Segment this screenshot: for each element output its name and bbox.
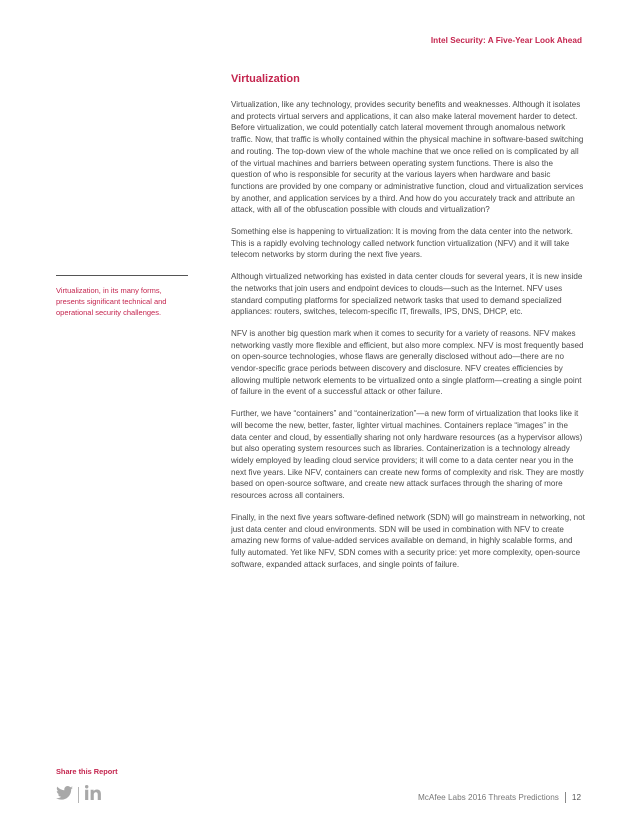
paragraph: NFV is another big question mark when it comes to security for a variety of reasons. NFV makes networking vastly more flexible and efficient, but also more complex. NFV is most frequently based on open-source technologies, whose flaws are generally disclosed without ado—there are no vendor-specific grace periods between discovery and disclosure. NFV creates efficiencies by allowing multiple network elements to be virtualized onto a single platform—creating a single point of failure in the event of a successful attack or other failure. (231, 328, 584, 397)
twitter-icon[interactable] (56, 786, 73, 805)
paragraph: Virtualization, like any technology, provides security benefits and weaknesses. Although it isolates and protects virtual servers and applications, it can also make lateral movement harder to detect. Before virtualization, we could potentially catch lateral movement through anomalous network traffic. Now, that traffic is wholly contained within the physical machine in software-based switching and routing. The top-down view of the whole machine that we once relied on is complicated by all of the virtual machines and barriers between operating system functions. There is also the question of who is responsible for security at the various layers when hardware and basic functions are provided by one company or administrative function, cloud and virtualization services by another, and application services by a third. And how do you accurately track and attribute an attack, with all of the obfuscation possible with clouds and virtualization? (231, 100, 584, 215)
linkedin-icon[interactable] (85, 785, 101, 805)
social-share-bar (56, 787, 101, 803)
share-label: Share this Report (56, 767, 118, 776)
section-heading: Virtualization (231, 73, 300, 85)
page-number: 12 (571, 793, 581, 802)
header-title: Intel Security: A Five-Year Look Ahead (430, 36, 582, 45)
footer-divider (565, 792, 566, 803)
main-content (231, 72, 585, 580)
social-divider (78, 787, 79, 803)
paragraph: Finally, in the next five years software-defined network (SDN) will go mainstream in networking, not just data center and cloud environments. SDN will be used in combination with NFV to create amazing new forms of value-added services available on demand, in highly scalable forms, and fully automated. Yet like NFV, SDN comes with a security price: yet more complexity, open-source software, expanded attack surfaces, and single points of failure. (231, 512, 585, 569)
sidebar-callout (56, 275, 188, 319)
footer (418, 792, 581, 803)
callout-text: Virtualization, in its many forms, presents significant technical and operational security challenges. (56, 286, 167, 318)
footer-report-name: McAfee Labs 2016 Threats Predictions (417, 793, 559, 802)
paragraph: Further, we have “containers” and “containerization”—a new form of virtualization that looks like it will become the new, better, faster, lighter virtual machines. Containers replace “images” in the data center and cloud, by essentially sharing not only hardware resources (as a hypervisor allows) but also operating system resources such as libraries. Containerization is a technology already widely employed by leading cloud service providers; it will come to a data center near you in the next five years. Like NFV, containers can create new forms of complexity and risk. They are mostly based on open-source software, and create new attack surfaces through the sharing of more resources across all containers. (231, 409, 584, 501)
paragraph: Something else is happening to virtualization: It is moving from the data center into the network. This is a rapidly evolving technology called network function virtualization (NFV) and it will take telecom networks by storm during the next five years. (231, 227, 573, 260)
sidebar-divider (56, 275, 188, 276)
paragraph: Although virtualized networking has existed in data center clouds for several years, it is new inside the networks that join users and endpoint devices to clouds—such as the Internet. NFV uses standard computing platforms for specialized network tasks that used to demand specialized appliances: routers, switches, telecom-specific IT, firewalls, IPS, DNS, DHCP, etc. (231, 272, 583, 317)
